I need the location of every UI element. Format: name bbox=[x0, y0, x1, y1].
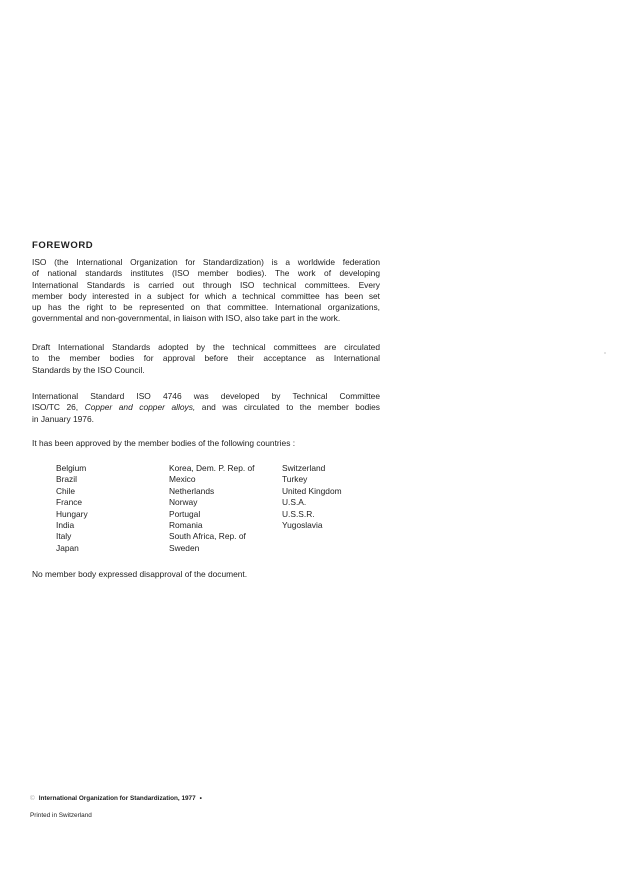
country-column-2 bbox=[169, 463, 255, 554]
country-item: Japan bbox=[56, 542, 79, 553]
text-line: International Standard ISO 4746 was developed by Technical Committee bbox=[32, 391, 380, 401]
country-item: Belgium bbox=[56, 463, 87, 473]
foreword-paragraph-drafts bbox=[32, 342, 380, 376]
foreword-paragraph-approval: It has been approved by the member bodies of the following countries : bbox=[32, 438, 296, 448]
country-item: South Africa, Rep. of bbox=[169, 531, 246, 542]
country-item: Mexico bbox=[169, 474, 196, 485]
country-item: India bbox=[56, 520, 75, 531]
text-line: up has the right to be represented on that committee. International organizations, bbox=[32, 302, 380, 313]
printed-notice: Printed in Switzerland bbox=[30, 812, 92, 819]
text-line: of national standards institutes (ISO member bodies). The work of developing bbox=[32, 268, 380, 279]
scan-speck bbox=[604, 352, 606, 354]
country-item: Korea, Dem. P. Rep. of bbox=[169, 463, 255, 473]
country-item: Chile bbox=[56, 485, 76, 496]
copyright-text: International Organization for Standardization, 1977 bbox=[38, 795, 196, 802]
country-item: Norway bbox=[169, 497, 198, 508]
text-line: ISO (the International Organization for Standardization) is a worldwide federation bbox=[32, 257, 380, 267]
committee-title: Copper and copper alloys, bbox=[84, 402, 196, 413]
text-line: Standards by the ISO Council. bbox=[32, 364, 145, 375]
country-item: United Kingdom bbox=[282, 485, 342, 496]
country-item: Italy bbox=[56, 531, 72, 542]
bullet-icon: • bbox=[199, 795, 202, 802]
text-line: to the member bodies for approval before their acceptance as International bbox=[32, 353, 380, 364]
foreword-paragraph-disapproval: No member body expressed disapproval of the document. bbox=[32, 569, 248, 579]
country-item: France bbox=[56, 497, 83, 508]
country-item: Hungary bbox=[56, 508, 88, 519]
country-item: Romania bbox=[169, 520, 203, 531]
text-line: Draft International Standards adopted by the technical committees are circulated bbox=[32, 342, 380, 352]
text-line: International Standards is carried out through ISO technical committees. Every bbox=[32, 279, 380, 290]
country-item: Switzerland bbox=[282, 463, 326, 473]
foreword-heading: FOREWORD bbox=[32, 240, 94, 251]
text-line: member body interested in a subject for which a technical committee has been set bbox=[32, 290, 380, 301]
country-item: Sweden bbox=[169, 542, 200, 553]
text-fragment: ISO/TC 26, bbox=[32, 402, 85, 413]
country-column-3 bbox=[282, 463, 342, 531]
foreword-paragraph-standard bbox=[32, 391, 380, 425]
text-fragment: and was circulated to the member bodies bbox=[195, 402, 380, 413]
text-line bbox=[32, 402, 380, 413]
copyright-symbol: © bbox=[30, 795, 35, 802]
country-item: Brazil bbox=[56, 474, 77, 485]
country-item: U.S.S.R. bbox=[282, 508, 315, 519]
country-item: Portugal bbox=[169, 508, 201, 519]
copyright-notice bbox=[30, 795, 202, 802]
country-item: U.S.A. bbox=[282, 497, 307, 508]
country-item: Turkey bbox=[282, 474, 308, 485]
country-column-1 bbox=[56, 463, 88, 554]
text-line: in January 1976. bbox=[32, 413, 94, 424]
country-list bbox=[56, 463, 376, 558]
country-item: Yugoslavia bbox=[282, 520, 323, 531]
country-item: Netherlands bbox=[169, 485, 215, 496]
text-line: governmental and non-governmental, in liaison with ISO, also take part in the work. bbox=[32, 313, 341, 324]
foreword-paragraph-iso bbox=[32, 257, 380, 325]
